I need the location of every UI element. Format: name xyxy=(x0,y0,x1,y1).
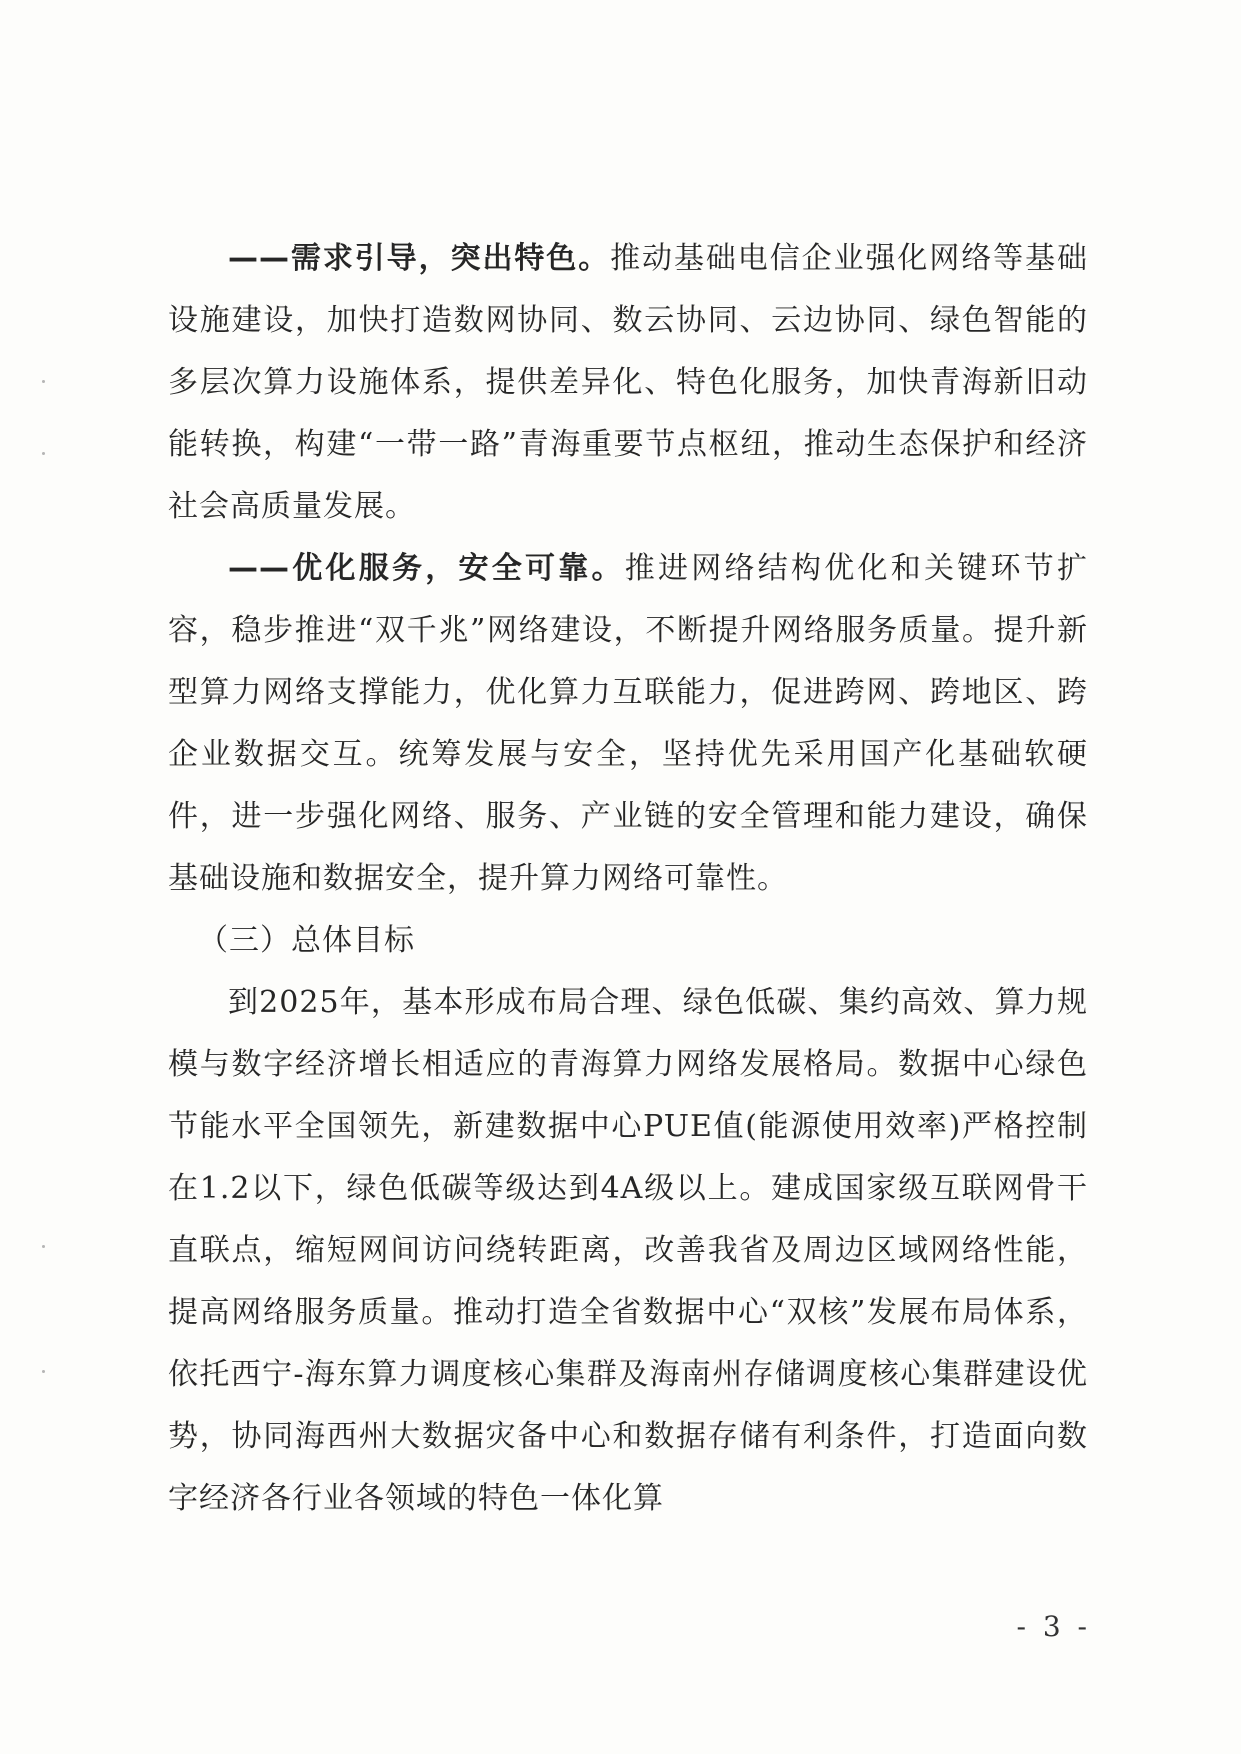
principle-text: 推动基础电信企业强化网络等基础设施建设，加快打造数网协同、数云协同、云边协同、绿色智能的多层次算力设施体系，提供差异化、特色化服务，加快青海新旧动能转换，构建“一带一路”青海重要节点枢纽，推动生态保护和经济社会高质量发展。 xyxy=(168,241,1089,524)
scan-margin-mark xyxy=(42,1370,45,1373)
scan-margin-mark xyxy=(42,1245,45,1248)
overall-goal-paragraph: 到2025年，基本形成布局合理、绿色低碳、集约高效、算力规模与数字经济增长相适应的青海算力网络发展格局。数据中心绿色节能水平全国领先，新建数据中心PUE值(能源使用效率)严格控制在1.2以下，绿色低碳等级达到4A级以上。建成国家级互联网骨干直联点，缩短网间访问绕转距离，改善我省及周边区域网络性能，提高网络服务质量。推动打造全省数据中心“双核”发展布局体系，依托西宁-海东算力调度核心集群及海南州存储调度核心集群建设优势，协同海西州大数据灾备中心和数据存储有利条件，打造面向数字经济各行业各领域的特色一体化算 xyxy=(168,985,1088,1516)
document-body xyxy=(168,228,1088,1530)
principle-lead: ——优化服务，安全可靠。 xyxy=(228,551,625,586)
principle-paragraph-optimized-service xyxy=(168,538,1088,910)
scan-margin-mark xyxy=(42,452,45,455)
principle-lead: ——需求引导，突出特色。 xyxy=(228,241,611,276)
scan-margin-mark xyxy=(42,380,45,383)
principle-paragraph-demand-guidance xyxy=(168,228,1088,538)
section-heading: （三）总体目标 xyxy=(198,923,415,958)
principle-text: 推进网络结构优化和关键环节扩容，稳步推进“双千兆”网络建设，不断提升网络服务质量。提升新型算力网络支撑能力，优化算力互联能力，促进跨网、跨地区、跨企业数据交互。统筹发展与安全，坚持优先采用国产化基础软硬件，进一步强化网络、服务、产业链的安全管理和能力建设，确保基础设施和数据安全，提升算力网络可靠性。 xyxy=(168,551,1088,896)
page-number: - 3 - xyxy=(1016,1610,1091,1643)
